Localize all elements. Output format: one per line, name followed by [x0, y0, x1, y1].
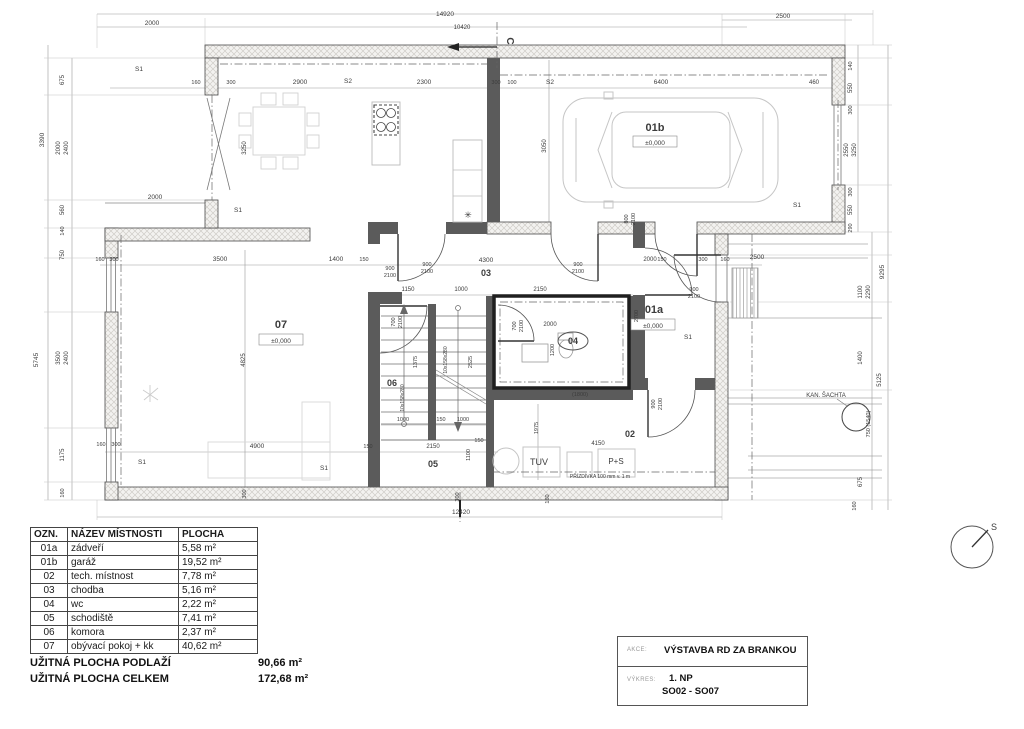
table-cell: 04 [31, 598, 68, 612]
plan-label: 2000 [643, 257, 657, 263]
plan-label: 6400 [653, 79, 669, 86]
table-row [31, 598, 258, 612]
plan-label: P+S [608, 457, 624, 466]
plan-label: 900 [651, 399, 657, 409]
table-cell: 7,41 m² [179, 612, 258, 626]
table-cell: schodiště [68, 612, 179, 626]
plan-label: S1 [793, 202, 801, 209]
table-row [31, 584, 258, 598]
plan-label: 1000 [454, 287, 468, 293]
wc-fixtures [522, 333, 573, 362]
plan-label: ✳ [464, 210, 472, 220]
akce-label: AKCE: [627, 647, 648, 653]
table-cell: 05 [31, 612, 68, 626]
kitchen-counter [372, 102, 482, 222]
table-header-cell: OZN. [31, 528, 68, 542]
plan-label: 140 [848, 61, 854, 71]
plan-label: 300 [226, 80, 236, 86]
plan-label: 06 [386, 378, 398, 388]
table-cell: tech. místnost [68, 570, 179, 584]
dash-dot-lines [121, 22, 838, 522]
plan-label: TUV [530, 457, 548, 467]
plan-label: 150 [657, 257, 667, 263]
plan-label: 2150 [426, 444, 440, 450]
plan-label: 1400 [858, 351, 864, 365]
plan-label: 2100 [631, 212, 637, 226]
table-cell: 2,37 m² [179, 626, 258, 640]
level-boxes [259, 136, 677, 350]
table-row [31, 570, 258, 584]
table-cell: wc [68, 598, 179, 612]
plan-label: (1800) [572, 392, 588, 398]
plan-label: 300 [848, 105, 854, 115]
table-cell: 01a [31, 542, 68, 556]
plan-label: 2000 [543, 322, 557, 328]
legend-totals [30, 657, 330, 689]
plan-label: 2550 [844, 143, 850, 157]
plan-label: 1000 [456, 417, 470, 423]
furniture [143, 93, 330, 480]
plan-label: 150 [359, 257, 369, 263]
table-header-cell: PLOCHA [179, 528, 258, 542]
plan-label: 12420 [451, 509, 471, 516]
plan-label: 3250 [852, 143, 858, 157]
plan-label: 800 [624, 214, 630, 224]
plan-label: 01a [644, 304, 664, 316]
total-label: UŽITNÁ PLOCHA PODLAŽÍ [30, 657, 171, 669]
plan-label: 160 [96, 442, 106, 448]
plan-label: 2500 [749, 254, 765, 261]
table-cell: 01b [31, 556, 68, 570]
plan-label: 700 [391, 317, 397, 327]
plan-label: ±0,000 [645, 140, 665, 147]
table-cell: 19,52 m² [179, 556, 258, 570]
plan-label: 290 [848, 223, 854, 233]
plan-label: 150 [363, 444, 373, 450]
plan-label: 300 [491, 80, 501, 86]
plan-label: 04 [567, 336, 579, 346]
table-row [31, 556, 258, 570]
vykres-number: SO02 - SO07 [662, 686, 720, 697]
plan-label: 2100 [687, 294, 701, 300]
total-value: 90,66 m² [258, 657, 303, 669]
plan-label: 1975 [534, 421, 540, 435]
plan-label: 1175 [60, 448, 66, 462]
table-header-row [31, 528, 258, 542]
table-row [31, 626, 258, 640]
plan-label: 2300 [416, 79, 432, 86]
plan-label: 150 [436, 417, 446, 423]
plan-label: 02 [624, 429, 636, 439]
plan-label: 300 [698, 257, 708, 263]
plan-label: 100 [507, 80, 517, 86]
doormat [732, 268, 758, 318]
plan-label: 1200 [550, 343, 556, 357]
plan-label: 160 [545, 494, 551, 504]
plan-label: 10x158x280 [400, 384, 406, 412]
table-cell: 40,62 m² [179, 640, 258, 654]
plan-label: 550 [848, 82, 854, 94]
plan-label: 150 [474, 438, 484, 444]
plan-label: S1 [138, 459, 146, 466]
table-cell: obývací pokoj + kk [68, 640, 179, 654]
table-cell: 07 [31, 640, 68, 654]
plan-label: 05 [427, 459, 439, 469]
car [563, 92, 778, 208]
plan-label: 3050 [542, 139, 548, 153]
table-cell: 03 [31, 584, 68, 598]
plan-label: 03 [480, 268, 492, 278]
plan-label: 2900 [292, 79, 308, 86]
plan-label: 2100 [420, 269, 434, 275]
plan-label: 10420 [453, 25, 471, 31]
plan-label: 5125 [877, 373, 883, 387]
plan-label: 300 [109, 257, 119, 263]
table-cell: 02 [31, 570, 68, 584]
plan-label: 2290 [866, 285, 872, 299]
table-cell: chodba [68, 584, 179, 598]
plan-label: S1 [234, 207, 242, 214]
plan-label: 2100 [383, 273, 397, 279]
plan-label: 900 [689, 287, 699, 293]
room-table [30, 527, 258, 654]
total-row [30, 673, 330, 689]
plan-label: ±0,000 [271, 338, 291, 345]
title-block-action-row [618, 637, 807, 667]
plan-label: 1375 [413, 355, 419, 369]
plan-label: PŘÍZDÍVKA 100 mm v. 1 m [569, 474, 631, 480]
plan-label: 2000 [56, 141, 62, 155]
plan-label: 300 [848, 187, 854, 197]
plan-label: 560 [60, 204, 66, 216]
plan-label: 460 [808, 80, 820, 86]
total-row [30, 657, 330, 673]
title-block [617, 636, 808, 706]
plan-label: 4300 [478, 257, 494, 264]
akce-value: VÝSTAVBA RD ZA BRANKOU [664, 645, 797, 656]
table-cell: 5,16 m² [179, 584, 258, 598]
plan-label: 550 [848, 204, 854, 216]
plan-label: 750 (1540) [866, 410, 872, 438]
plan-label: 675 [60, 74, 66, 86]
plan-label: 14920 [435, 11, 455, 18]
plan-label: 4900 [249, 443, 265, 450]
plan-label: 4825 [241, 353, 247, 367]
plan-label: 1100 [466, 449, 472, 461]
plan-label: 160 [95, 257, 105, 263]
room-legend [30, 527, 330, 689]
plan-label: 2525 [468, 355, 474, 369]
plan-label: 160 [852, 501, 858, 511]
plan-label: 300 [111, 442, 121, 448]
plan-label: 2700 [634, 309, 640, 323]
plan-label: 2100 [571, 269, 585, 275]
plan-label: 140 [60, 226, 66, 236]
plan-label: 2150 [533, 287, 547, 293]
plan-label: 01b [645, 122, 665, 134]
total-label: UŽITNÁ PLOCHA CELKEM [30, 673, 169, 685]
plan-label: 2100 [398, 315, 404, 329]
plan-label: 2400 [64, 351, 70, 365]
plan-label: KAN. ŠACHTA [806, 393, 846, 399]
plan-label: 1150 [401, 287, 415, 293]
plan-label: 300 [455, 492, 461, 502]
table-cell: garáž [68, 556, 179, 570]
table-row [31, 542, 258, 556]
plan-label: 160 [720, 257, 730, 263]
north-indicator [951, 522, 997, 568]
table-cell: 5,58 m² [179, 542, 258, 556]
total-value: 172,68 m² [258, 673, 309, 685]
plan-label: 700 [512, 321, 518, 331]
table-row [31, 612, 258, 626]
plan-label: 3500 [212, 256, 228, 263]
plan-label: 2400 [64, 141, 70, 155]
plan-label: 5745 [33, 352, 40, 368]
table-cell: zádveří [68, 542, 179, 556]
window-openings [107, 98, 842, 482]
plan-label: 1400 [328, 256, 344, 263]
table-cell: komora [68, 626, 179, 640]
plan-label: S1 [320, 465, 328, 472]
vykres-name: 1. NP [669, 673, 693, 684]
table-cell: 06 [31, 626, 68, 640]
plan-label: S1 [135, 66, 143, 73]
plan-label: S2 [546, 79, 554, 86]
plan-label: 300 [242, 489, 248, 499]
plan-label: 3390 [39, 132, 46, 148]
plan-label: C [504, 37, 515, 45]
plan-label: S1 [684, 334, 692, 341]
plan-label: 10x158x280 [443, 346, 449, 374]
vykres-label: VÝKRES: [627, 677, 656, 683]
north-label: S [990, 522, 998, 532]
plan-label: 2100 [658, 397, 664, 411]
plan-label: 2500 [775, 13, 791, 20]
plan-label: 07 [274, 319, 288, 331]
plan-label: 2000 [144, 20, 160, 27]
plan-label: S2 [344, 78, 352, 85]
table-cell: 2,22 m² [179, 598, 258, 612]
plan-label: 1000 [396, 417, 410, 423]
plan-label: 900 [422, 262, 432, 268]
plan-label: 2000 [147, 194, 163, 201]
plan-label: 900 [385, 266, 395, 272]
table-row [31, 640, 258, 654]
plan-label: 9295 [879, 264, 886, 280]
plan-label: 3250 [242, 141, 248, 155]
title-block-drawing-row [618, 667, 807, 706]
plan-label: 4150 [591, 441, 605, 447]
plan-label: 160 [191, 80, 201, 86]
dimension-lines [48, 14, 888, 517]
plan-label: 750 [60, 249, 66, 261]
plan-label: 1100 [858, 285, 864, 299]
plan-label: ±0,000 [643, 323, 663, 330]
table-header-cell: NÁZEV MÍSTNOSTI [68, 528, 179, 542]
plan-label: 675 [858, 476, 864, 488]
plan-label: 900 [573, 262, 583, 268]
plan-label: 160 [60, 488, 66, 498]
table-cell: 7,78 m² [179, 570, 258, 584]
plan-label: 2100 [519, 319, 525, 333]
plan-label: 3500 [56, 351, 62, 365]
